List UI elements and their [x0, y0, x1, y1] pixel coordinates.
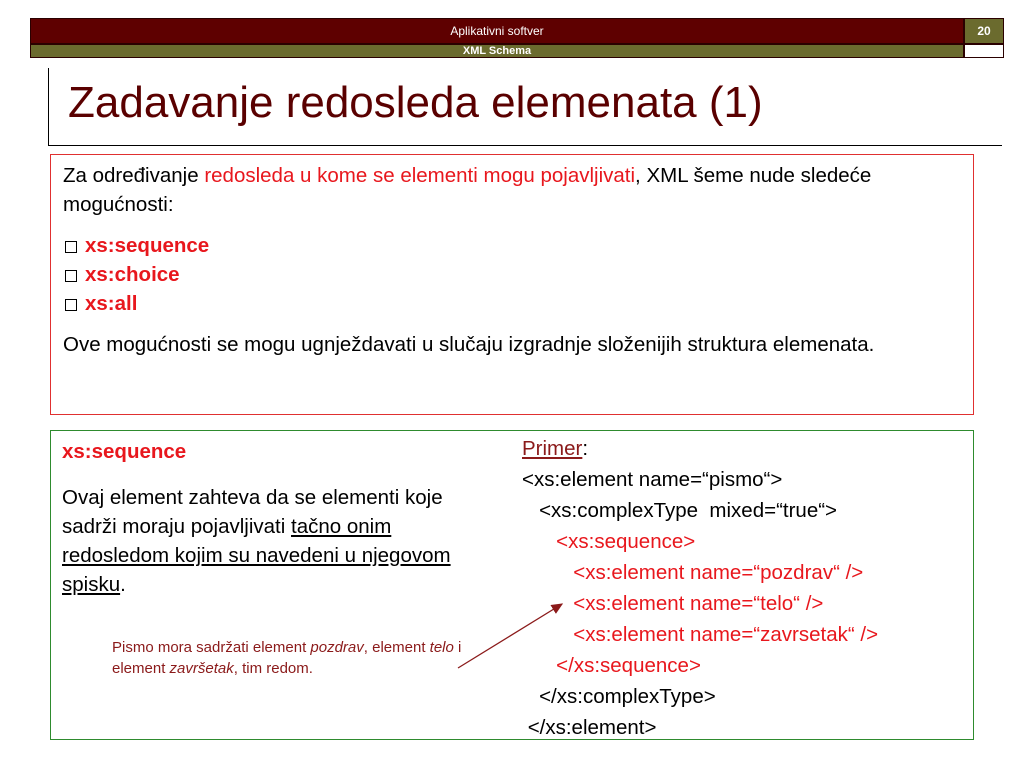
topic-title: XML Schema	[462, 45, 532, 57]
intro-highlight: redosleda u kome se elementi mogu pojavljivati	[204, 164, 636, 187]
code-line: <xs:sequence>	[522, 530, 696, 553]
example-colon: :	[582, 437, 589, 460]
code-line: </xs:complexType>	[522, 685, 716, 708]
arrow-line	[458, 604, 562, 668]
sequence-heading: xs:sequence	[62, 440, 187, 463]
option-label: xs:choice	[85, 263, 180, 286]
code-line: </xs:element>	[522, 716, 657, 739]
code-line: </xs:sequence>	[522, 654, 701, 677]
note-emphasis: pozdrav	[310, 639, 364, 656]
note-text: i element	[112, 639, 462, 677]
code-line: <xs:element name=“zavrsetak“ />	[522, 623, 879, 646]
note-emphasis: završetak	[169, 660, 234, 677]
sequence-desc-underlined: tačno onim redosledom kojim su navedeni u njegovom spisku	[62, 515, 451, 596]
sequence-desc-after: .	[120, 573, 126, 596]
slide-title: Zadavanje redosleda elemenata (1)	[68, 78, 763, 127]
sequence-desc-before: Ovaj element zahteva da se elementi koje sadrži moraju pojavljivati	[62, 486, 443, 538]
option-label: xs:all	[85, 292, 138, 315]
code-line: <xs:element name=“telo“ />	[522, 592, 824, 615]
code-line: <xs:element name=“pismo“>	[522, 468, 783, 491]
course-title: Aplikativni softver	[450, 24, 544, 38]
code-line: <xs:element name=“pozdrav“ />	[522, 561, 864, 584]
code-line: <xs:complexType mixed=“true“>	[522, 499, 838, 522]
note-text: , tim redom.	[233, 660, 313, 677]
note-text: Pismo mora sadržati element	[112, 639, 311, 656]
note-emphasis: telo	[429, 639, 454, 656]
nesting-note: Ove mogućnosti se mogu ugnježdavati u slučaju izgradnje složenijih struktura elemenata.	[63, 333, 875, 356]
intro-text-after: , XML šeme nude sledeće mogućnosti:	[63, 164, 872, 216]
intro-text-before: Za određivanje	[63, 164, 205, 187]
note-text: , element	[363, 639, 430, 656]
option-label: xs:sequence	[85, 234, 210, 257]
slide-number: 20	[964, 18, 1004, 44]
example-label: Primer	[522, 437, 583, 460]
